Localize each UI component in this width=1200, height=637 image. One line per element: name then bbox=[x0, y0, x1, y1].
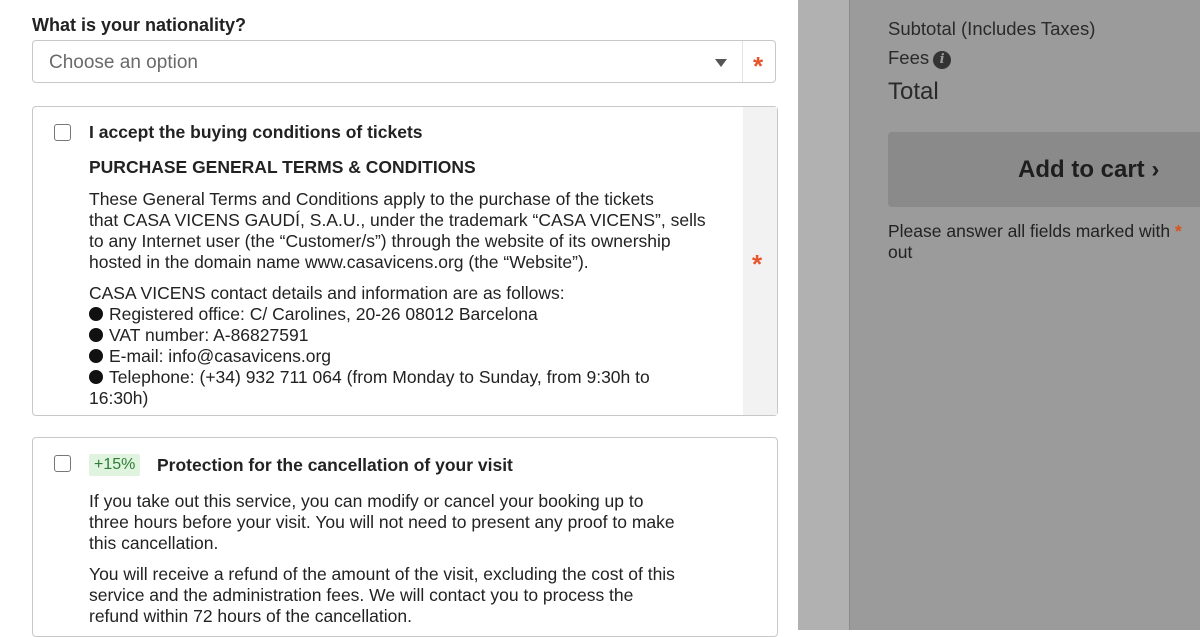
protection-title[interactable]: Protection for the cancellation of your visit bbox=[157, 455, 513, 475]
terms-heading: PURCHASE GENERAL TERMS & CONDITIONS bbox=[89, 157, 476, 177]
overlay-gutter bbox=[798, 0, 849, 630]
protection-line: You will receive a refund of the amount of the visit, excluding the cost of this bbox=[89, 564, 675, 584]
select-divider bbox=[742, 41, 743, 82]
contact-bullet-continued: 16:30h) bbox=[89, 388, 149, 408]
protection-refund-info bbox=[89, 564, 729, 627]
protection-line: refund within 72 hours of the cancellation. bbox=[89, 606, 412, 626]
add-to-cart-label: Add to cart › bbox=[1018, 156, 1160, 183]
fees-row bbox=[888, 47, 951, 69]
nationality-placeholder: Choose an option bbox=[49, 52, 198, 73]
order-summary bbox=[849, 0, 1200, 630]
terms-checkbox-label[interactable]: I accept the buying conditions of tickets bbox=[89, 122, 423, 142]
notice-continued: out bbox=[888, 242, 913, 262]
total-label: Total bbox=[888, 78, 939, 105]
nationality-label: What is your nationality? bbox=[32, 15, 247, 35]
add-to-cart-button[interactable] bbox=[888, 132, 1200, 207]
protection-description bbox=[89, 491, 729, 554]
protection-line: If you take out this service, you can modify or cancel your booking up to bbox=[89, 491, 644, 511]
contact-bullet: VAT number: A-86827591 bbox=[89, 325, 729, 346]
fees-label: Fees bbox=[888, 47, 930, 68]
contact-intro: CASA VICENS contact details and information are as follows: bbox=[89, 283, 565, 303]
terms-checkbox[interactable] bbox=[54, 124, 71, 141]
contact-bullet: E-mail: info@casavicens.org bbox=[89, 346, 729, 367]
subtotal-label: Subtotal (Includes Taxes) bbox=[888, 18, 1096, 39]
terms-line: These General Terms and Conditions apply to the purchase of the tickets bbox=[89, 189, 654, 209]
terms-paragraph bbox=[89, 189, 729, 273]
required-asterisk: * bbox=[752, 249, 763, 279]
bullet-icon bbox=[89, 349, 103, 363]
info-icon[interactable]: i bbox=[933, 51, 951, 69]
protection-line: service and the administration fees. We will contact you to process the bbox=[89, 585, 634, 605]
bullet-icon bbox=[89, 307, 103, 321]
chevron-down-icon[interactable] bbox=[715, 59, 727, 67]
protection-line: three hours before your visit. You will not need to present any proof to make bbox=[89, 512, 675, 532]
protection-checkbox[interactable] bbox=[54, 455, 71, 472]
protection-line: this cancellation. bbox=[89, 533, 219, 553]
notice-asterisk: * bbox=[1174, 221, 1182, 241]
notice-text: Please answer all fields marked with bbox=[888, 221, 1171, 241]
terms-required-column bbox=[743, 107, 777, 415]
contact-bullet: Registered office: C/ Carolines, 20-26 08012 Barcelona bbox=[89, 304, 729, 325]
terms-line: to any Internet user (the “Customer/s”) through the website of its ownership bbox=[89, 231, 671, 251]
contact-details bbox=[89, 283, 729, 409]
bullet-icon bbox=[89, 328, 103, 342]
required-asterisk: * bbox=[753, 51, 764, 81]
price-increase-badge: +15% bbox=[89, 454, 140, 476]
terms-line: hosted in the domain name www.casavicens.org (the “Website”). bbox=[89, 252, 589, 272]
cancellation-protection-card bbox=[32, 437, 778, 637]
terms-line: that CASA VICENS GAUDÍ, S.A.U., under the trademark “CASA VICENS”, sells bbox=[89, 210, 706, 230]
required-fields-notice bbox=[888, 221, 1200, 263]
terms-card bbox=[32, 106, 778, 416]
bullet-icon bbox=[89, 370, 103, 384]
nationality-select[interactable] bbox=[32, 40, 776, 83]
contact-bullet: Telephone: (+34) 932 711 064 (from Monday to Sunday, from 9:30h to bbox=[89, 367, 729, 388]
